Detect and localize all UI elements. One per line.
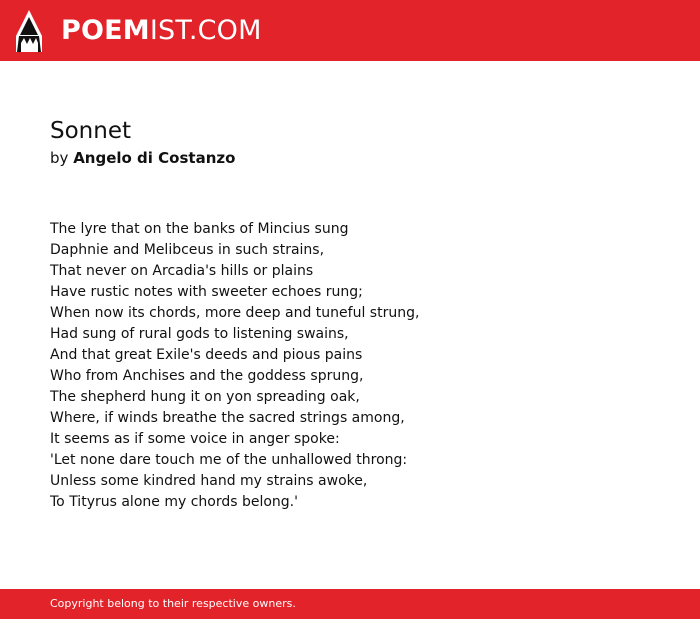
brand-light: IST.COM [149, 15, 262, 46]
poem-byline [50, 148, 650, 168]
by-label: by [50, 149, 69, 167]
poem-line: The shepherd hung it on yon spreading oak, [50, 389, 360, 405]
poem-line: Have rustic notes with sweeter echoes rung; [50, 284, 363, 300]
poem-line: Unless some kindred hand my strains awoke, [50, 473, 368, 489]
poem-line: To Tityrus alone my chords belong.' [50, 494, 298, 510]
site-header [0, 0, 700, 61]
brand-bold: POEM [61, 15, 150, 46]
poem-author: Angelo di Costanzo [73, 149, 236, 167]
poem-line: When now its chords, more deep and tuneful strung, [50, 305, 420, 321]
pen-icon [16, 9, 42, 52]
poem-line: The lyre that on the banks of Mincius sung [50, 221, 349, 237]
poem-line: And that great Exile's deeds and pious pains [50, 347, 363, 363]
poem-line: 'Let none dare touch me of the unhallowed throng: [50, 452, 408, 468]
poem-line: That never on Arcadia's hills or plains [50, 263, 314, 279]
poem-line: Daphnie and Melibceus in such strains, [50, 242, 325, 258]
site-logo-link[interactable] [16, 0, 262, 61]
site-footer [0, 589, 700, 619]
poem-line: Had sung of rural gods to listening swains, [50, 326, 349, 342]
poem-line: Who from Anchises and the goddess sprung, [50, 368, 364, 384]
poem-text [50, 219, 650, 513]
poem-line: Where, if winds breathe the sacred strings among, [50, 410, 405, 426]
site-logo-text [61, 17, 262, 44]
poem-line: It seems as if some voice in anger spoke: [50, 431, 340, 447]
copyright-text: Copyright belong to their respective owners. [50, 597, 296, 610]
poem-content [50, 116, 650, 513]
poem-title: Sonnet [50, 118, 131, 144]
